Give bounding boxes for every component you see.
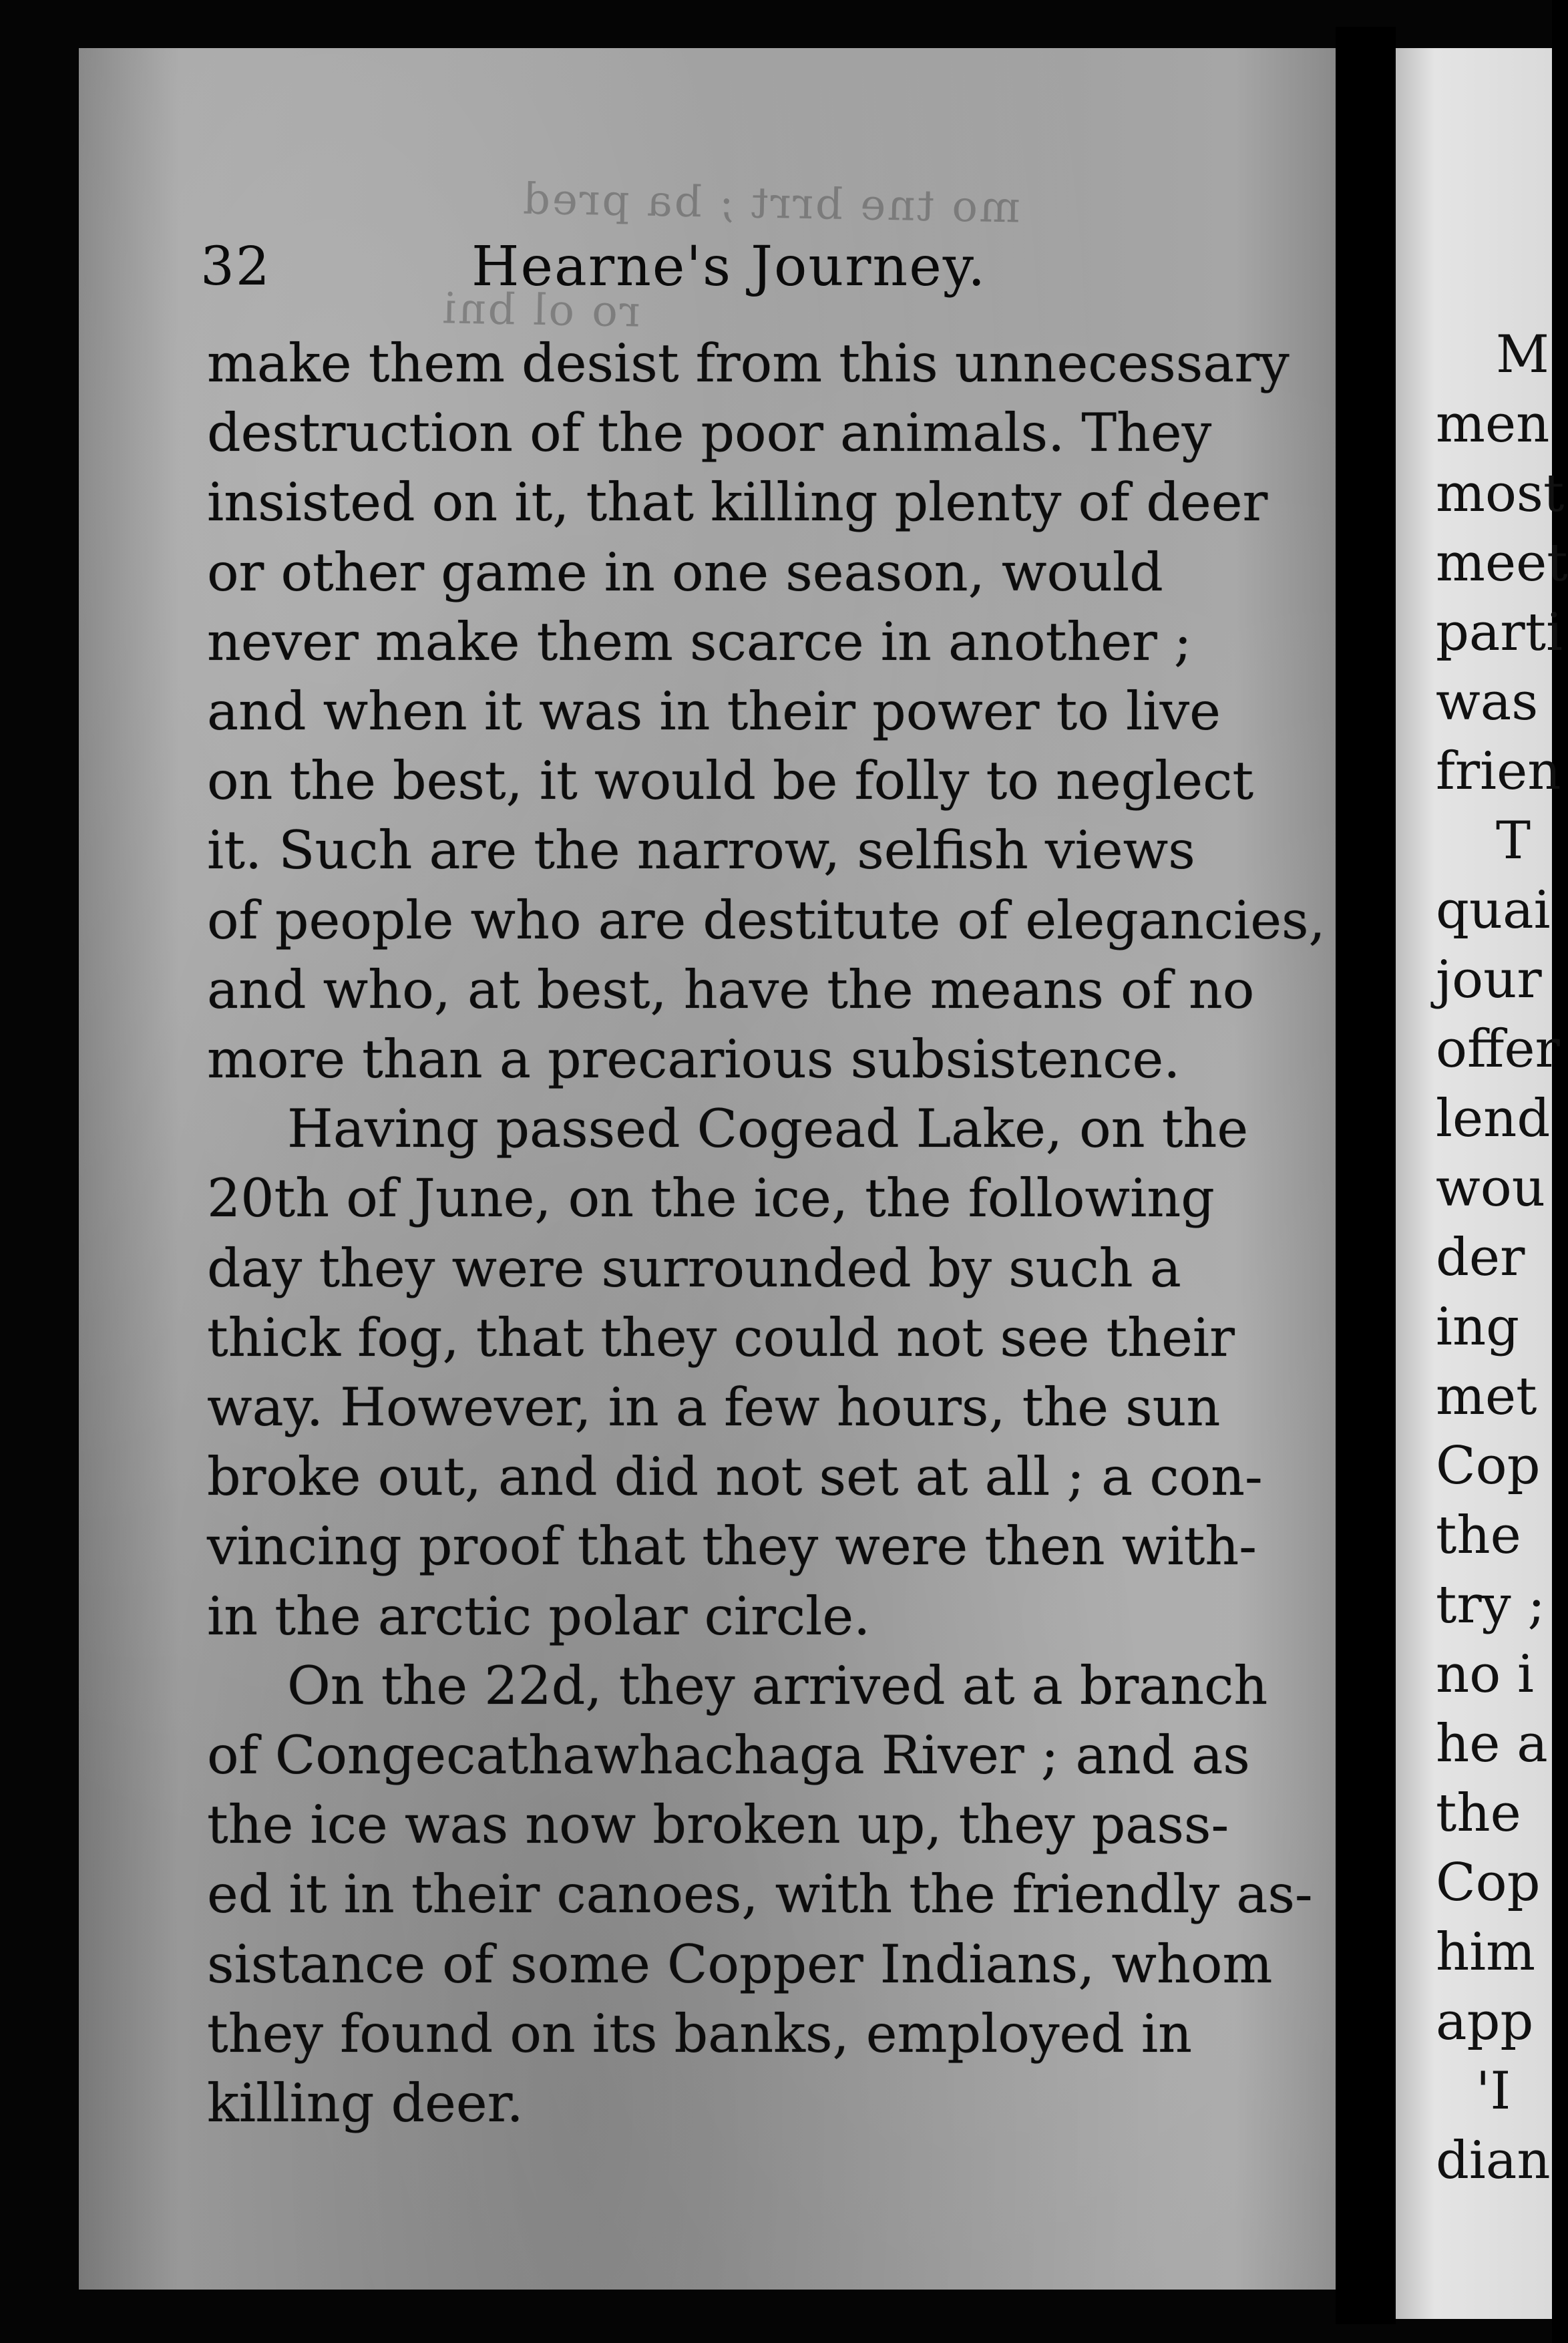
body-text-line: sistance of some Copper Indians, whom [207,1934,1273,1995]
body-text-line: never make them scarce in another ; [207,611,1192,673]
running-head-title: Hearne's Journey. [471,235,987,299]
body-text-line: destruction of the poor animals. They [207,402,1212,464]
facing-page-line: was [1436,672,1539,732]
facing-page-line: M [1496,325,1549,385]
body-text-line: and who, at best, have the means of no [207,959,1255,1021]
body-text-line: broke out, and did not set at all ; a con- [207,1446,1263,1507]
body-text-line: On the 22d, they arrived at a branch [287,1655,1268,1717]
body-text-line: thick fog, that they could not see their [207,1307,1235,1369]
body-text-line: the ice was now broken up, they pass- [207,1794,1229,1855]
body-text-line: they found on its banks, employed in [207,2003,1193,2064]
facing-page-line: offer [1436,1019,1560,1079]
running-head [200,174,1255,337]
body-text-line: day they were surrounded by such a [207,1238,1181,1299]
body-text-line: or other game in one season, would [207,542,1163,603]
facing-page-line: men [1436,394,1550,454]
bleed-through-text: ro ol bni [440,284,641,337]
body-text-line: ed it in their canoes, with the friendly as- [207,1863,1313,1925]
page-number: 32 [200,235,271,297]
body-text-line: of Congecathawhachaga River ; and as [207,1725,1250,1786]
facing-page-line: der [1436,1228,1525,1288]
body-text-line: of people who are destitute of elegancies, [207,890,1326,951]
facing-page-line: Cop [1436,1436,1541,1496]
book-gutter [1336,27,1396,2324]
body-text-line: it. Such are the narrow, selfish views [207,820,1195,881]
body-text-line: 20th of June, on the ice, the following [207,1167,1215,1229]
facing-page-line: the [1436,1505,1521,1566]
body-text-line: on the best, it would be folly to neglect [207,750,1254,812]
body-text-line: and when it was in their power to live [207,681,1221,742]
facing-page-line: the [1436,1783,1521,1843]
facing-page-line: dian [1436,2131,1551,2191]
facing-page-line: T [1496,811,1531,871]
facing-page [1396,48,1568,2319]
body-text-line: Having passed Cogead Lake, on the [287,1098,1249,1159]
body-text-line: way. However, in a few hours, the sun [207,1377,1221,1438]
facing-page-line: him [1436,1922,1536,1982]
facing-page-line: app [1436,1992,1534,2052]
facing-page-line: no i [1436,1644,1534,1704]
facing-page-line: quai [1436,880,1551,940]
body-text-line: killing deer. [207,2072,524,2134]
facing-page-line: most [1436,464,1565,524]
bleed-through-text: mo tne brrt ; ba pred [520,174,1021,233]
facing-page-line: try ; [1436,1575,1545,1635]
facing-page-line: Cop [1436,1853,1541,1913]
facing-page-line: parti [1436,602,1563,663]
facing-page-line: wou [1436,1158,1545,1218]
body-text-line: in the arctic polar circle. [207,1586,871,1647]
facing-page-line: met [1436,1367,1537,1427]
body-text-line: make them desist from this unnecessary [207,333,1290,394]
body-text-line: more than a precarious subsistence. [207,1029,1181,1090]
facing-page-line: lend [1436,1089,1551,1149]
facing-page-line: frien [1436,741,1561,801]
facing-page-line: 'I [1476,2061,1511,2121]
facing-page-line: ing [1436,1297,1520,1357]
body-text-line: insisted on it, that killing plenty of deer [207,472,1268,533]
facing-page-line: jour [1436,950,1542,1010]
facing-page-line: meet [1436,533,1568,593]
body-text-line: vincing proof that they were then with- [207,1515,1257,1577]
facing-page-line: he a [1436,1714,1548,1774]
